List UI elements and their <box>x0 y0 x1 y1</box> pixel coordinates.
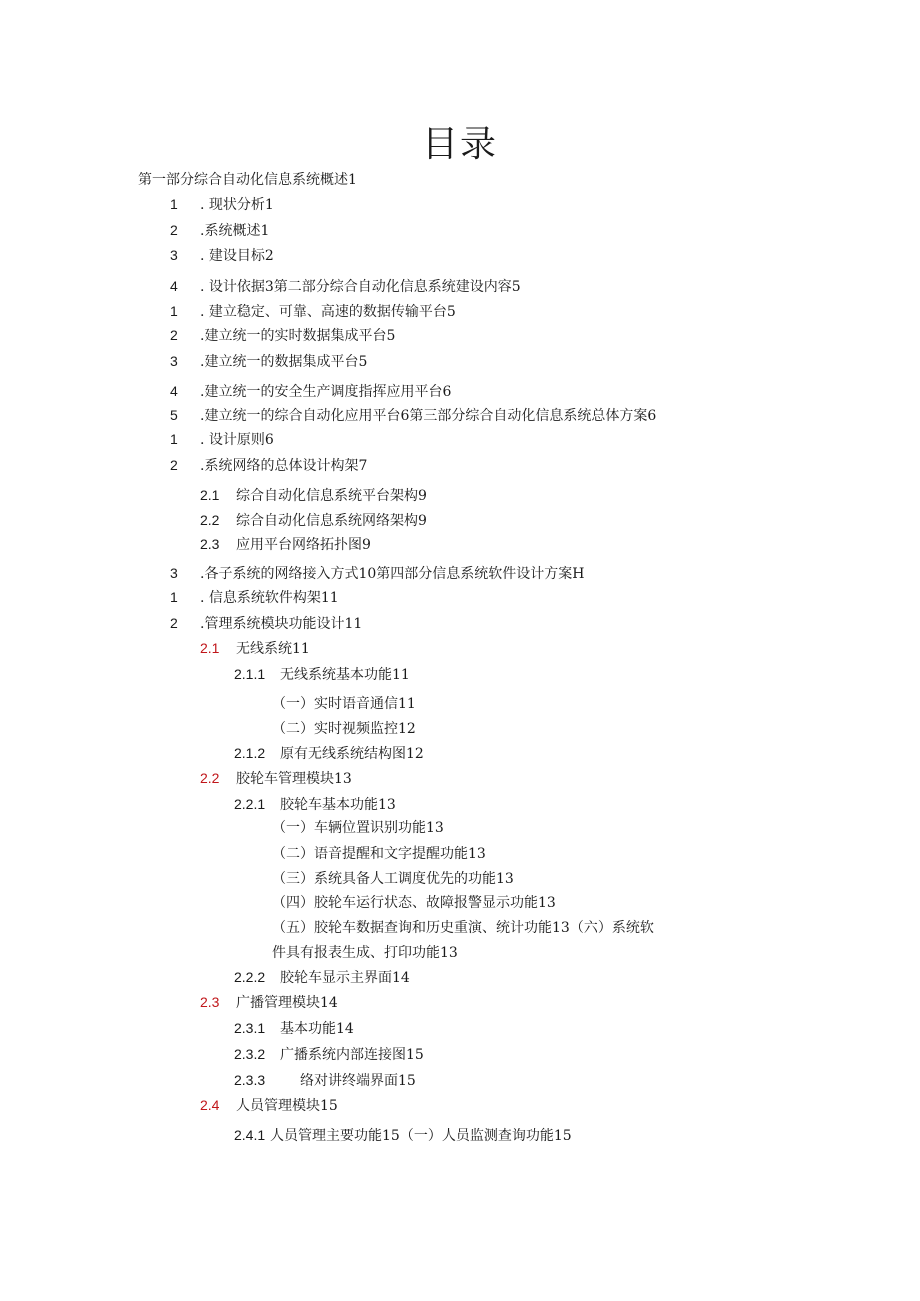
toc-entry[interactable]: 4 .建立统一的安全生产调度指挥应用平台6 <box>170 383 452 400</box>
toc-entry[interactable]: 3 . 建设目标2 <box>170 247 274 264</box>
toc-entry[interactable]: 2.2 胶轮车管理模块13 <box>200 770 352 787</box>
toc-number: 3 <box>170 353 178 369</box>
toc-number: 2.2 <box>200 512 220 528</box>
toc-entry[interactable]: 2.1 无线系统11 <box>200 640 310 657</box>
toc-entry[interactable]: 2 .系统概述1 <box>170 222 270 239</box>
toc-number: 2 <box>170 457 178 473</box>
toc-entry[interactable]: 2.3.1 基本功能14 <box>234 1020 354 1037</box>
toc-number: 1 <box>170 196 178 212</box>
toc-entry[interactable]: 2.1.1 无线系统基本功能11 <box>234 666 410 683</box>
page-title: 目录 <box>421 124 498 165</box>
toc-entry[interactable]: 第一部分综合自动化信息系统概述1 <box>138 172 357 188</box>
toc-entry[interactable]: 2.3 广播管理模块14 <box>200 994 338 1011</box>
toc-entry[interactable]: 2.3.3 络对讲终端界面15 <box>234 1072 416 1089</box>
toc-entry[interactable]: 3 .各子系统的网络接入方式10第四部分信息系统软件设计方案H <box>170 565 585 582</box>
toc-number: 2.3.3 <box>234 1072 266 1088</box>
toc-number: 3 <box>170 565 178 581</box>
toc-entry[interactable]: 3 .建立统一的数据集成平台5 <box>170 353 368 370</box>
toc-entry[interactable]: 1 . 设计原则6 <box>170 431 274 448</box>
toc-number: 2.1.2 <box>234 745 266 761</box>
toc-number: 2.3 <box>200 994 220 1010</box>
toc-entry[interactable]: 5 .建立统一的综合自动化应用平台6第三部分综合自动化信息系统总体方案6 <box>170 407 657 424</box>
toc-number: 1 <box>170 431 178 447</box>
toc-number: 2 <box>170 615 178 631</box>
toc-entry[interactable]: （四）胶轮车运行状态、故障报警显示功能13 <box>272 895 556 911</box>
toc-number: 4 <box>170 383 178 399</box>
toc-number: 3 <box>170 247 178 263</box>
toc-entry[interactable]: 1 . 建立稳定、可靠、高速的数据传输平台5 <box>170 303 456 320</box>
toc-entry[interactable]: 2 .系统网络的总体设计构架7 <box>170 457 368 474</box>
toc-entry[interactable]: 2.1 综合自动化信息系统平台架构9 <box>200 487 427 504</box>
toc-number: 2.1 <box>200 487 220 503</box>
toc-entry[interactable]: 2.3.2 广播系统内部连接图15 <box>234 1046 424 1063</box>
toc-number: 2.2.1 <box>234 796 266 812</box>
toc-number: 2.4 <box>200 1097 220 1113</box>
toc-entry[interactable]: 2.4.1 人员管理主要功能15（一）人员监测查询功能15 <box>234 1127 572 1144</box>
toc-entry[interactable]: 2.2.1 胶轮车基本功能13 <box>234 796 396 813</box>
toc-number: 2.1 <box>200 640 220 656</box>
toc-number: 2.2.2 <box>234 969 266 985</box>
toc-entry[interactable]: 2 .建立统一的实时数据集成平台5 <box>170 327 396 344</box>
toc-entry[interactable]: （二）实时视频监控12 <box>272 721 416 737</box>
toc-number: 2.4.1 <box>234 1127 266 1143</box>
toc-number: 1 <box>170 303 178 319</box>
toc-number: 5 <box>170 407 178 423</box>
toc-number: 1 <box>170 589 178 605</box>
toc-entry[interactable]: （一）实时语音通信11 <box>272 696 416 712</box>
toc-entry[interactable]: 2.2.2 胶轮车显示主界面14 <box>234 969 410 986</box>
toc-number: 4 <box>170 278 178 294</box>
toc-entry[interactable]: 2 .管理系统模块功能设计11 <box>170 615 363 632</box>
toc-entry[interactable]: 4 . 设计依据3第二部分综合自动化信息系统建设内容5 <box>170 278 521 295</box>
toc-number: 2 <box>170 327 178 343</box>
toc-number: 2.3.2 <box>234 1046 266 1062</box>
toc-entry[interactable]: （三）系统具备人工调度优先的功能13 <box>272 871 514 887</box>
toc-number: 2.2 <box>200 770 220 786</box>
toc-entry[interactable]: 2.3 应用平台网络拓扑图9 <box>200 536 371 553</box>
toc-number: 2 <box>170 222 178 238</box>
toc-entry[interactable]: （五）胶轮车数据查询和历史重演、统计功能13（六）系统软 <box>272 920 654 936</box>
toc-entry[interactable]: 1 . 信息系统软件构架11 <box>170 589 339 606</box>
toc-entry-continuation[interactable]: 件具有报表生成、打印功能13 <box>272 945 458 961</box>
toc-entry[interactable]: 2.1.2 原有无线系统结构图12 <box>234 745 424 762</box>
toc-number: 2.3 <box>200 536 220 552</box>
toc-entry[interactable]: 2.2 综合自动化信息系统网络架构9 <box>200 512 427 529</box>
toc-entry[interactable]: （二）语音提醒和文字提醒功能13 <box>272 846 486 862</box>
toc-number: 2.1.1 <box>234 666 266 682</box>
toc-entry[interactable]: 1 . 现状分析1 <box>170 196 274 213</box>
toc-entry[interactable]: （一）车辆位置识别功能13 <box>272 820 444 836</box>
toc-number: 2.3.1 <box>234 1020 266 1036</box>
toc-entry[interactable]: 2.4 人员管理模块15 <box>200 1097 338 1114</box>
